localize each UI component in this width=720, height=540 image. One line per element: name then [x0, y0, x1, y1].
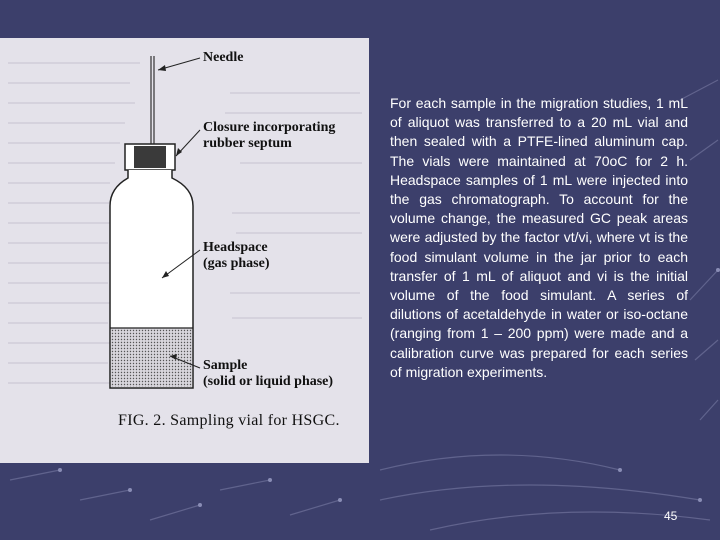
- sample-phase: [111, 328, 192, 387]
- label-needle: Needle: [203, 50, 244, 65]
- label-headspace-line1: Headspace: [203, 240, 268, 255]
- label-headspace-line2: (gas phase): [203, 256, 270, 271]
- label-sample-line1: Sample: [203, 358, 248, 373]
- label-sample-line2: (solid or liquid phase): [203, 374, 334, 389]
- rubber-septum: [134, 146, 166, 168]
- label-closure-line2: rubber septum: [203, 136, 292, 151]
- body-paragraph: For each sample in the migration studies, 1 mL of aliquot was transferred to a 20 mL vial and then sealed with a PTFE-lined aluminum cap. The vials were maintained at 70oC for 2 h. Headspace samples of 1 mL were injected into the gas chromatograph. To account for the volume change, the measured GC peak areas were adjusted by the factor vt/vi, where vt is the food simulant volume in the jar prior to each transfer of 1 mL of aliquot and vi is the initial volume of the food simulant. A series of dilutions of acetaldehyde in water or iso-octane (ranging from 1 – 200 ppm) were made and a calibration curve was prepared for each series of migration experiments.: [390, 95, 688, 380]
- sampling-vial-diagram: [0, 38, 369, 463]
- label-closure-line1: Closure incorporating: [203, 120, 336, 135]
- figure-caption: FIG. 2. Sampling vial for HSGC.: [118, 412, 340, 429]
- figure-panel: [0, 38, 369, 463]
- page-number: 45: [664, 509, 678, 523]
